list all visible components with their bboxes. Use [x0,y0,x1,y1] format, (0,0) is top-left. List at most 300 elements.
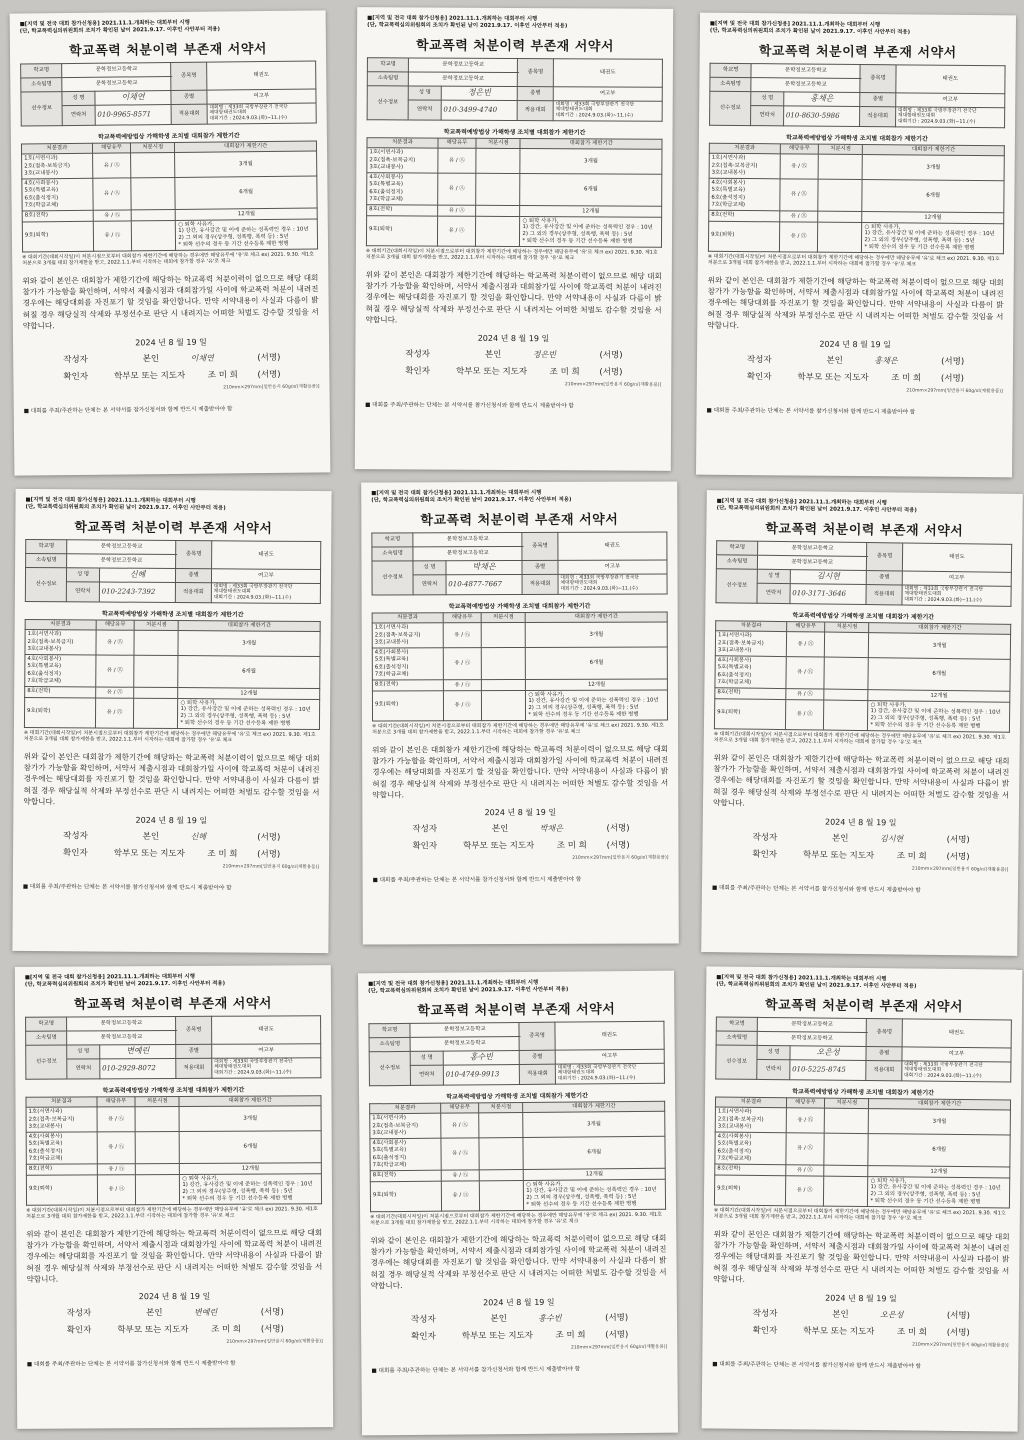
competition-name-cont: 체대항태권도대회 [557,1070,595,1077]
grade-label: 4호(사회봉사) [369,174,404,181]
expel-note: 2) 그 외의 경우(상주형, 성폭행, 폭력 등) : 5년 [870,1191,981,1199]
handwritten-name: 홍채은 [874,355,898,365]
disposition-date-cell [479,1180,524,1210]
player-name: 박채은 [446,560,523,574]
applicable-check: 유 / ㊇ [786,1165,824,1176]
restriction-row [714,698,1009,732]
grade-label: 4호(사회봉사) [711,179,746,187]
name-label: 성 명 [751,91,784,105]
grade-cell [22,211,93,222]
restriction-row [366,215,661,247]
form-title: 학교폭력 처분이력 부존재 서약서 [417,1001,616,1019]
notice-header [717,498,1013,515]
event-applied-label: 적용대회 [171,104,207,125]
grade-label: 6호(출석정지) [717,671,752,679]
disposition-date-cell [482,680,526,690]
competition-name: 대회명 : 제33회 국방부장관기 전국단 [904,586,984,592]
expel-note: 2) 그 외의 경우(상주형, 성폭행, 폭력 등) : 5년 [178,233,289,241]
confirmer-row [63,846,319,863]
name-label: 성 명 [757,1045,790,1059]
self-label: 본인 [484,349,502,360]
grade-label: 8호(전학) [24,212,49,219]
player-phone: 010-4877-7667 [446,574,523,595]
player-name: 신혜 [99,567,176,582]
paper-spec: 210mm×297mm[일반용지 60g/㎡(재활용품)] [223,383,320,390]
bottom-note: ■ 대회를 주최/주관하는 단체는 본 서약서를 참가신청서와 함께 반드시 제출받아야 함 [26,1360,236,1368]
grade-label: 2호(접촉·보복금지) [717,1115,764,1123]
bottom-note: ■ 대회를 주최/주관하는 단체는 본 서약서를 참가신청서와 함께 반드시 제출받아야 함 [365,401,574,409]
event-applied-label: 적용대회 [866,1060,902,1081]
restriction-subtitle: 학교폭력예방법상 가해학생 조치별 대회참가 제한기간 [98,132,240,142]
confirmer-row [63,367,319,385]
grade-cell [372,623,443,648]
pledge-form-sheet-1 [10,10,331,475]
header-disposition-date: 처분시점 [479,1103,523,1113]
signer-label: 작성자 [63,830,88,841]
competition-period: 대회기간 : 2024.9.03.(화)~11.(수) [904,1073,982,1080]
grade-label: 7호(학급교체) [711,201,746,209]
guardian-label: 학부모 또는 지도자 [461,1330,533,1342]
header-disposition-date: 처분시점 [476,139,520,149]
confirmer-name: 조 미 희 [556,840,587,851]
restriction-period [526,690,668,720]
restriction-row [367,148,662,174]
expel-note: ○ 퇴학 사유가, [180,699,217,706]
applicable-check: 유 / ㊇ [441,1113,480,1138]
restriction-row [367,173,662,207]
applicable-check: 유 / ㊇ [437,205,475,215]
restriction-row [370,1136,665,1171]
paper-spec: 210mm×297mm[일반용지 60g/㎡(재활용품)] [222,863,320,870]
restriction-period: 12개월 [180,1163,322,1174]
header-result: 처분결과 [709,144,780,154]
applicable-check: 유 / ㊇ [786,1108,825,1133]
restriction-period [520,216,662,247]
restriction-period: 6개월 [175,176,317,210]
expel-note: 2) 그 외의 경우(상주형, 성폭행, 폭력 등) : 5년 [528,704,639,712]
applicable-check: 유 / ㊇ [443,680,481,690]
signature-mark: (서명) [946,1310,971,1321]
contact-label: 연락처 [411,1065,444,1086]
guardian-label: 학부모 또는 지도자 [803,1325,875,1337]
expel-note: ○ 퇴학 사유가, [870,1177,907,1185]
confirmer-label: 확인자 [63,371,89,382]
notice-line-1: ■[지역 및 전국 대회 참가신청용] 2021.11.1.개최하는 대회부터 시행 [371,489,542,497]
player-info-label: 선수정보 [26,1045,67,1080]
restriction-subtitle: 학교폭력예방법상 가해학생 조치별 대회참가 제한기간 [446,1092,588,1102]
competition-name: 대회명 : 제33회 국방부장관기 전국단 [557,1064,637,1071]
confirmer-name: 조 미 희 [207,848,238,859]
competition-period: 대회기간 : 2024.9.03.(화)~11.(수) [560,587,638,593]
restriction-subtitle: 학교폭력예방법상 가해학생 조치별 대회참가 제한기간 [443,129,586,137]
header-result: 처분결과 [367,138,438,148]
notice-header [371,489,667,504]
restriction-row [715,1107,1010,1135]
signer-row [67,1305,323,1321]
restriction-subtitle: 학교폭력예방법상 가해학생 조치별 대회참가 제한기간 [792,612,935,622]
restriction-period: 3개월 [869,1109,1011,1135]
grade-label: 1호(서면사과) [374,624,409,631]
header-disposition-date: 처분시점 [825,1099,869,1109]
player-info-label: 선수정보 [369,1051,411,1086]
applicable-check: 유 / ㊇ [97,1132,136,1164]
school-value: 문학정보고등학교 [409,57,518,72]
team-value: 문학정보고등학교 [758,555,867,570]
grade-label: 8호(전학) [372,1172,397,1179]
event-value: 태권도 [206,60,316,89]
team-label: 소속팀명 [369,1037,410,1051]
grade-cell [715,631,786,657]
competition-name: 대회명 : 제33회 국방부장관기 전국단 [560,575,640,581]
competition-name: 대회명 : 제33회 국방부장관기 전국단 [904,1061,983,1068]
player-name: 홍수빈 [443,1050,520,1065]
disposition-date-cell [134,698,178,728]
event-value: 태권도 [553,58,662,87]
restriction-row [714,1175,1009,1208]
signer-label: 작성자 [63,354,88,365]
disposition-date-cell [131,178,176,211]
pledge-date: 2024 년 8 월 19 일 [819,339,891,349]
event-value: 태권도 [555,1021,664,1050]
header-applicable: 해당유무 [96,620,134,630]
pledge-text: 위와 같이 본인은 대회참가 제한기간에 해당하는 학교폭력 처분이력이 없으므로 해당 대회 참가가 가능함을 확인하며, 서약서 제출시점과 대회참가일 사이에 학교폭력 처분이 내려진 경우에는 해당대회를 자진포기 할 것임을 확인합니다. 만약 서약내용이 사실과 다름이 밝혀질 경우 해당실적 삭제와 부정선수로 판단 시 내려지는 어떠한 처벌도 감수할 것임을 서약합니다. [372,744,669,800]
disposition-date-cell [824,1165,868,1176]
grade-label: 3호(교내봉사) [372,1129,407,1137]
disposition-date-cell [818,179,863,212]
guardian-label: 학부모 또는 지도자 [117,1324,189,1335]
applicable-check: 유 / ㊇ [786,632,825,657]
competition-name-cont: 체대항태권도대회 [214,1065,252,1071]
guardian-label: 학부모 또는 지도자 [113,848,185,859]
confirmer-row [753,1323,1009,1341]
school-value: 문학정보고등학교 [758,1017,867,1032]
competition-name-cont: 체대항태권도대회 [904,591,942,598]
grade-cell [370,1138,441,1171]
signature-mark: (서명) [257,849,281,860]
player-name: 정은빈 [441,86,518,100]
category-value: 여고부 [902,1046,1011,1061]
pledge-date: 2024 년 8 월 19 일 [477,333,550,343]
signer-label: 작성자 [746,354,772,365]
event-label: 종목명 [519,1022,555,1050]
header-disposition-date: 처분시점 [135,1097,179,1107]
restriction-table [24,619,321,729]
restriction-period: 3개월 [862,155,1004,181]
applicable-check: 유 / ㊇ [92,153,131,178]
handwritten-name: 변예린 [193,1307,218,1317]
school-value: 문학정보고등학교 [410,1022,519,1037]
grade-label: 4호(사회봉사) [374,649,409,656]
expel-note: 1) 강간, 유사강간 및 이에 준하는 성폭력인 경우 : 10년 [870,708,1001,717]
applicable-check: 유 / ㊇ [441,1170,479,1181]
expel-note: ○ 퇴학 사유가, [182,1175,219,1182]
self-label: 본인 [491,823,509,834]
grade-cell [367,205,438,216]
restriction-period: 12개월 [862,212,1004,224]
grade-label: 5호(특별교육) [711,187,746,194]
disposition-date-cell [824,1108,869,1133]
confirmer-label: 확인자 [746,371,772,382]
header-restriction-period: 대회참가 제한기간 [869,623,1011,634]
header-restriction-period: 대회참가 제한기간 [523,1102,665,1113]
pledge-date: 2024 년 8 월 19 일 [824,817,897,827]
signature-mark: (서명) [599,366,623,378]
disposition-date-cell [824,689,868,700]
info-table [371,531,667,596]
grade-label: 3호(교내봉사) [717,1123,752,1130]
team-value: 문학정보고등학교 [62,76,171,91]
disposition-date-cell [481,648,525,680]
signature-mark: (서명) [257,832,281,843]
table-footnote: ※ 대회기간(대회시작일)이 처분시점으로부터 대회참가 제한기간에 해당하는 경우에만 해당유무에 '유'로 체크 ex) 2021. 9.30. 제1호 처분으로 3개월 대회 참가제한을 받고, 2022.1.1.부터 시작하는 대회에 참가할 경우 '유'로 체크 [707,253,1000,268]
pledge-form-sheet-9 [702,966,1023,1431]
player-phone: 010-2929-8072 [100,1058,177,1079]
signature-mark: (서명) [605,1312,629,1323]
expel-note: 2) 그 외의 경우(상주형, 성폭행, 폭력 등) : 5년 [526,1194,637,1202]
category-label: 종별 [866,1046,902,1060]
notice-header [716,974,1012,991]
notice-line-1: ■[지역 및 전국 대회 참가신청용] 2021.11.1.개최하는 대회부터 시행 [709,20,881,29]
restriction-period [180,1173,322,1204]
grade-label: 9호(퇴학) [374,701,399,708]
signer-row [63,350,319,368]
grade-cell [714,698,785,729]
grade-label: 3호(교내봉사) [24,169,58,177]
table-footnote: ※ 대회기간(대회시작일)이 처분시점으로부터 대회참가 제한기간에 해당하는 경우에만 해당유무에 '유'로 체크 ex) 2021. 9.30. 제1호 처분으로 3개월 대회 참가제한을 받고, 2022.1.1.부터 시작하는 대회에 참가할 경우 '유'로 체크 [26,1205,318,1220]
competition-name: 대회명 : 제33회 국방부장관기 전국단 [555,101,635,108]
notice-line-1: ■[지역 및 전국 대회 참가신청용] 2021.11.1.개최하는 대회부터 시행 [19,19,190,28]
restriction-subtitle: 학교폭력예방법상 가해학생 조치별 대회참가 제한기간 [792,1088,934,1098]
grade-cell [366,215,437,245]
info-table [25,1015,321,1081]
header-applicable: 해당유무 [438,139,476,149]
notice-header [710,21,1006,37]
restriction-period: 3개월 [179,1106,321,1132]
expel-note: * 퇴학 선수의 경우 동 기간 선수등록 제한 병행 [528,711,639,718]
grade-label: 2호(접촉·보복금지) [374,631,421,639]
competition-name: 대회명 : 제33회 국방부장관기 전국단 [897,107,977,114]
event-label: 종목명 [518,58,554,86]
confirmer-label: 확인자 [752,849,778,860]
header-disposition-date: 처분시점 [134,621,178,631]
grade-label: 7호(학급교체) [717,1155,752,1162]
applicable-check: 유 / ㊇ [438,148,476,173]
expel-note: * 퇴학 선수의 경우 동 기간 선수등록 제한 병행 [870,721,981,730]
signature-mark: (서명) [257,369,281,380]
school-label: 학교명 [710,63,751,77]
player-phone: 010-8630-5986 [783,105,860,127]
grade-cell [715,1164,786,1175]
team-label: 소속팀명 [367,71,408,85]
pledge-text: 위와 같이 본인은 대회참가 제한기간에 해당하는 학교폭력 처분이력이 없으므로 해당 대회 참가가 가능함을 확인하며, 서약서 제출시점과 대회참가일 사이에 학교폭력 처분이 내려진 경우에는 해당대회를 자진포기 할 것임을 확인합니다. 만약 서약내용이 사실과 다름이 밝혀질 경우 해당실적 삭제와 부정선수로 판단 시 내려지는 어떠한 처벌도 감수할 것임을 서약합니다. [26,1227,323,1284]
bottom-note: ■ 대회를 주최/주관하는 단체는 본 서약서를 참가신청서와 함께 반드시 제출받아야 함 [711,884,921,894]
confirmer-name: 조 미 희 [896,1326,928,1338]
disposition-date-cell [479,1170,523,1181]
competition-name-cont: 체대항태권도대회 [904,1067,942,1074]
restriction-period: 12개월 [868,690,1010,702]
grade-label: 2호(접촉·보복금지) [27,638,74,645]
header-applicable: 해당유무 [97,1097,135,1107]
contact-label: 연락처 [67,1058,100,1079]
signature-mark: (서명) [946,1327,970,1338]
pledge-date: 2024 년 8 월 19 일 [825,1293,897,1303]
applicable-check: 유 / ㊇ [780,154,819,179]
category-value: 여고부 [555,1049,664,1064]
category-label: 종별 [867,570,903,584]
restriction-row [26,1106,321,1132]
grade-label: 7호(학급교체) [24,202,59,209]
event-applied-label: 적용대회 [176,1058,211,1079]
grade-label: 3호(교내봉사) [717,647,752,654]
grade-cell [22,154,93,180]
team-value: 문학정보고등학교 [757,1031,866,1046]
grade-cell [709,178,780,211]
category-value: 여고부 [207,88,316,103]
restriction-period: 6개월 [862,180,1004,213]
pledge-form-sheet-3 [696,13,1016,478]
school-label: 학교명 [21,63,62,77]
restriction-subtitle: 학교폭력예방법상 가해학생 조치별 대회참가 제한기간 [448,603,591,611]
bottom-note: ■ 대회를 주최/주관하는 단체는 본 서약서를 참가신청서와 함께 반드시 제출받아야 함 [22,883,232,891]
grade-label: 6호(출석정지) [717,1148,752,1155]
restriction-table [25,1096,322,1206]
notice-line-2: (단, 학교폭력심의위원회의 조치가 확인된 날이 2021.9.17. 이후인 사안부터 적용) [19,26,220,35]
grade-label: 5호(특별교육) [374,656,409,663]
school-label: 학교명 [369,1023,410,1037]
applicable-check: 유 / ㊇ [93,178,132,211]
competition-name: 대회명 : 제33회 국방부장관기 전국단 [214,1058,293,1065]
grade-cell [22,178,93,211]
signature-mark: (서명) [260,1323,284,1335]
team-label: 소속팀명 [372,546,413,560]
disposition-date-cell [481,623,525,648]
restriction-period: 3개월 [869,633,1011,660]
team-label: 소속팀명 [710,77,751,91]
pledge-text: 위와 같이 본인은 대회참가 제한기간에 해당하는 학교폭력 처분이력이 없으므로 해당 대회 참가가 가능함을 확인하며, 서약서 제출시점과 대회참가일 사이에 학교폭력 처분이 내려진 경우에는 해당대회를 자진포기 할 것임을 확인합니다. 만약 서약내용이 사실과 다름이 밝혀질 경우 해당실적 삭제와 부정선수로 판단 시 내려지는 어떠한 처벌도 감수할 것임을 서약합니다. [365,269,662,325]
signer-row [747,353,1003,370]
event-label: 종목명 [866,1018,902,1046]
signer-label: 작성자 [405,348,431,360]
competition-name: 대회명 : 제33회 국방부장관기 전국단 [213,583,293,590]
notice-header [25,497,321,513]
restriction-period: 6개월 [868,1134,1010,1168]
school-value: 문학정보고등학교 [67,1016,176,1031]
school-label: 학교명 [26,1017,67,1031]
confirmer-row [752,847,1008,865]
grade-label: 1호(서면사과) [372,1115,406,1122]
signer-label: 작성자 [410,1314,436,1325]
applicable-check: 유 / ㊇ [780,179,819,212]
restriction-period: 6개월 [180,1131,322,1164]
pledge-date: 2024 년 8 월 19 일 [135,815,208,825]
handwritten-name: 박채은 [539,823,564,833]
event-value: 태권도 [211,540,320,569]
handwritten-name: 이채연 [190,353,214,363]
table-footnote: ※ 대회기간(대회시작일)이 처분시점으로부터 대회참가 제한기간에 해당하는 경우에만 해당유무에 '유'로 체크 ex) 2021. 9.30. 제1호 처분으로 3개월 대회 참가제한을 받고, 2022.1.1.부터 시작하는 대회에 참가할 경우 '유'로 체크 [372,722,664,736]
team-value: 문학정보고등학교 [409,71,518,86]
restriction-row [25,630,320,657]
header-restriction-period: 대회참가 제한기간 [863,145,1005,156]
paper-spec: 210mm×297mm[일반용지 60g/㎡(재활용품)] [911,866,1009,873]
disposition-date-cell [131,220,176,250]
signature-mark: (서명) [941,356,965,367]
grade-label: 2호(접촉·보복금지) [369,156,416,163]
grade-cell [26,1164,97,1175]
confirmer-row [412,838,668,854]
notice-line-2: (단, 학교폭력심의위원회의 조치가 확인된 날이 2021.9.17. 이후인 사안부터 적용) [25,503,226,512]
applicable-check: 유 / ㊇ [779,211,817,222]
grade-label: 7호(학급교체) [27,677,61,685]
applicable-check: 유 / ㊇ [437,173,476,205]
expel-note: 1) 강간, 유사강간 및 이에 준하는 성폭력인 경우 : 10년 [522,224,653,232]
applicable-check: 유 / ㊇ [93,220,132,250]
grade-cell [372,690,443,720]
notice-header [367,15,663,30]
expel-note: 1) 강간, 유사강간 및 이에 준하는 성폭력인 경우 : 10년 [864,230,995,238]
restriction-table [21,141,318,252]
grade-label: 9호(퇴학) [711,232,735,239]
restriction-table [372,612,668,721]
signature-mark: (서명) [940,373,965,384]
signature-mark: (서명) [605,1329,629,1340]
restriction-period: 6개월 [520,174,662,207]
expel-note: * 퇴학 선수의 경우 동 기간 선수등록 제한 병행 [864,243,975,251]
expel-note: ○ 퇴학 사유가, [870,701,907,709]
restriction-period: 12개월 [176,208,318,220]
grade-label: 5호(특별교육) [717,664,752,672]
school-label: 학교명 [26,539,67,553]
signer-row [405,347,661,363]
grade-label: 8호(전학) [27,688,51,695]
category-value: 여고부 [558,559,667,573]
grade-label: 2호(접촉·보복금지) [24,162,71,170]
contact-label: 연락처 [408,99,441,120]
restriction-period [176,219,318,250]
grade-label: 7호(학급교체) [28,1155,63,1162]
team-label: 소속팀명 [26,553,67,567]
player-name: 이채연 [95,90,172,105]
disposition-date-cell [135,1164,179,1175]
restriction-row [22,151,317,179]
confirmer-name: 조 미 희 [207,369,238,381]
grade-label: 5호(특별교육) [28,1140,63,1148]
restriction-table [366,138,663,248]
confirmer-label: 확인자 [412,840,438,851]
guardian-label: 학부모 또는 지도자 [114,370,186,382]
notice-line-2: (단, 학교폭력심의위원회의 조치가 확인된 날이 2021.9.17. 이후인 사안부터 적용) [716,504,917,514]
grade-label: 3호(교내봉사) [369,164,404,171]
restriction-row [372,647,667,680]
expel-note: 1) 강간, 유사강간 및 이에 준하는 성폭력인 경우 : 10년 [178,226,309,235]
signature-mark: (서명) [606,823,630,834]
header-restriction-period: 대회참가 제한기간 [179,1096,321,1106]
grade-label: 1호(서면사과) [718,632,752,639]
name-label: 성 명 [758,569,791,583]
header-disposition-date: 처분시점 [818,145,862,155]
handwritten-name: 신혜 [190,831,207,841]
confirmer-label: 확인자 [63,847,88,858]
applicable-check: 유 / ㊇ [97,1107,135,1132]
self-label: 본인 [142,831,160,842]
header-applicable: 해당유무 [786,622,824,632]
restriction-row [26,1173,321,1205]
player-info-label: 선수정보 [367,85,408,120]
disposition-date-cell [476,216,520,246]
applicable-check: 유 / ㊇ [96,630,135,655]
grade-cell [708,221,779,252]
self-label: 본인 [826,355,843,366]
player-name: 홍채은 [783,91,860,106]
